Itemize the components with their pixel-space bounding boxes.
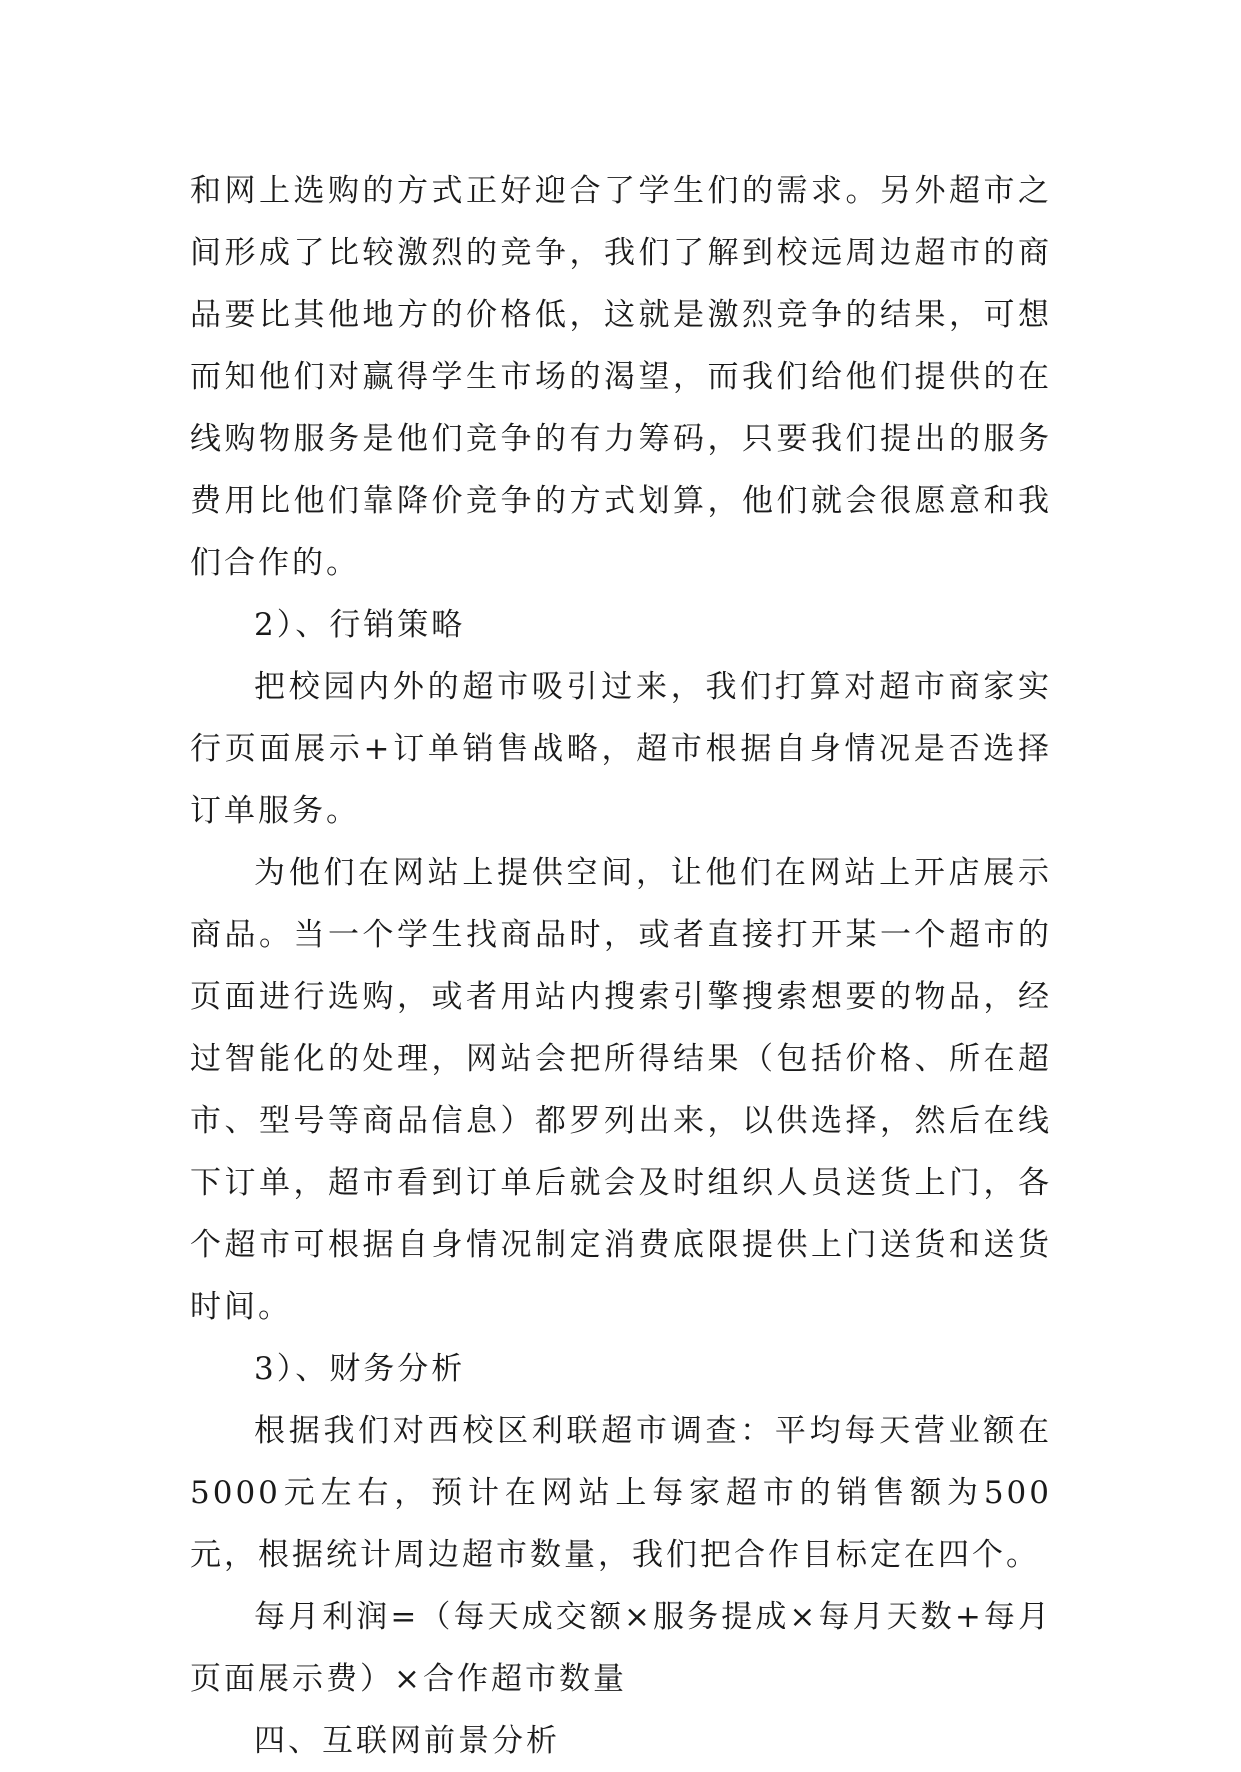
heading-marketing-strategy: 2）、行销策略 xyxy=(254,607,466,643)
paragraph-attract-stores: 把校园内外的超市吸引过来，我们打算对超市商家实行页面展示+订单销售战略，超市根据自身情况是否选择订单服务。 xyxy=(190,669,1052,829)
document-body xyxy=(190,160,1052,1772)
paragraph-store-competition: 和网上选购的方式正好迎合了学生们的需求。另外超市之间形成了比较激烈的竞争，我们了解到校远周边超市的商品要比其他地方的价格低，这就是激烈竞争的结果，可想而知他们对赢得学生市场的渴望，而我们给他们提供的在线购物服务是他们竞争的有力筹码，只要我们提出的服务费用比他们靠降价竞争的方式划算，他们就会很愿意和我们合作的。 xyxy=(190,173,1052,581)
heading-internet-outlook: 四、互联网前景分析 xyxy=(254,1723,560,1759)
paragraph-profit-formula: 每月利润=（每天成交额×服务提成×每月天数+每月页面展示费）×合作超市数量 xyxy=(190,1599,1052,1697)
paragraph-online-store-service: 为他们在网站上提供空间，让他们在网站上开店展示商品。当一个学生找商品时，或者直接打开某一个超市的页面进行选购，或者用站内搜索引擎搜索想要的物品，经过智能化的处理，网站会把所得结果（包括价格、所在超市、型号等商品信息）都罗列出来，以供选择，然后在线下订单，超市看到订单后就会及时组织人员送货上门，各个超市可根据自身情况制定消费底限提供上门送货和送货时间。 xyxy=(190,855,1052,1325)
paragraph-revenue-survey: 根据我们对西校区利联超市调查：平均每天营业额在5000元左右，预计在网站上每家超市的销售额为500元，根据统计周边超市数量，我们把合作目标定在四个。 xyxy=(190,1413,1052,1573)
heading-financial-analysis: 3）、财务分析 xyxy=(254,1351,466,1387)
